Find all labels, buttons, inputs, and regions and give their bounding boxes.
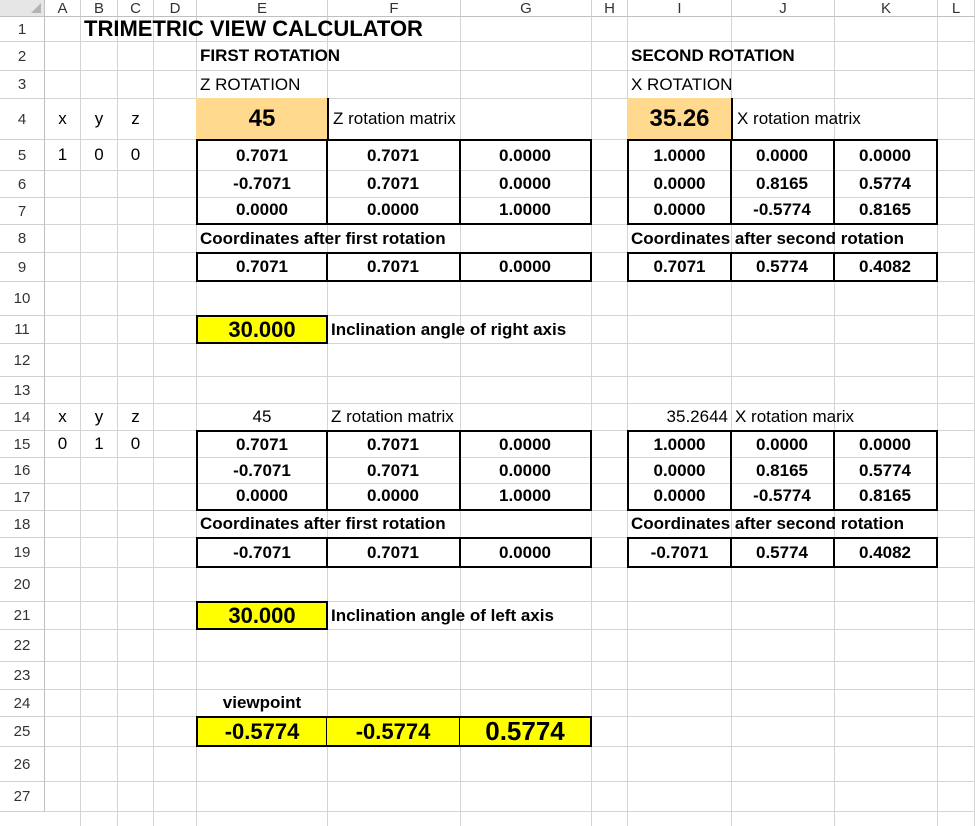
- y-header[interactable]: y: [94, 407, 104, 426]
- x-value[interactable]: 1: [57, 145, 68, 164]
- inclination-left-value[interactable]: 30.000: [196, 601, 328, 630]
- x-matrix-cell[interactable]: 0.8165: [731, 457, 835, 484]
- row-header-11[interactable]: 11: [0, 316, 45, 344]
- x-header[interactable]: x: [58, 109, 67, 128]
- coords-first-label[interactable]: Coordinates after first rotation: [200, 514, 446, 533]
- row-header-24[interactable]: 24: [0, 690, 45, 717]
- row-header-20[interactable]: 20: [0, 568, 45, 602]
- coords-second-label[interactable]: Coordinates after second rotation: [631, 228, 904, 248]
- column-header-D[interactable]: D: [154, 0, 197, 17]
- row-header-10[interactable]: 10: [0, 282, 45, 316]
- x-matrix-cell[interactable]: 0.8165: [834, 483, 938, 511]
- x-matrix-cell[interactable]: 0.0000: [627, 483, 732, 511]
- x-matrix-cell[interactable]: 0.0000: [627, 170, 732, 198]
- column-header-K[interactable]: K: [835, 0, 938, 17]
- z-matrix-cell[interactable]: 0.7071: [327, 457, 461, 484]
- column-header-L[interactable]: L: [938, 0, 975, 17]
- row-header-1[interactable]: 1: [0, 17, 45, 42]
- z-angle-value[interactable]: 45: [252, 407, 272, 426]
- x-matrix-cell[interactable]: 0.5774: [834, 457, 938, 484]
- x-matrix-label[interactable]: X rotation marix: [735, 407, 855, 426]
- column-header-H[interactable]: H: [592, 0, 628, 17]
- row-header-2[interactable]: 2: [0, 42, 45, 71]
- z-value[interactable]: 0: [130, 434, 141, 453]
- coord-first-cell[interactable]: 0.0000: [460, 252, 592, 282]
- row-header-5[interactable]: 5: [0, 140, 45, 171]
- row-header-3[interactable]: 3: [0, 71, 45, 99]
- x-rotation-label[interactable]: X ROTATION: [631, 74, 733, 94]
- z-header[interactable]: z: [131, 407, 140, 426]
- z-matrix-cell[interactable]: -0.7071: [196, 457, 328, 484]
- z-rotation-label[interactable]: Z ROTATION: [200, 74, 301, 94]
- coord-first-cell[interactable]: 0.7071: [196, 252, 328, 282]
- column-header-F[interactable]: F: [328, 0, 461, 17]
- x-matrix-cell[interactable]: 1.0000: [627, 430, 732, 458]
- x-matrix-cell[interactable]: -0.5774: [731, 483, 835, 511]
- coord-second-cell[interactable]: 0.4082: [834, 537, 938, 568]
- grid-row-line: [45, 661, 975, 662]
- z-matrix-cell[interactable]: 0.0000: [460, 430, 592, 458]
- viewpoint-y[interactable]: -0.5774: [327, 716, 461, 747]
- grid-row-line: [45, 811, 975, 812]
- x-matrix-cell[interactable]: 0.5774: [834, 170, 938, 198]
- grid-row-line: [45, 376, 975, 377]
- coord-second-cell[interactable]: 0.5774: [731, 537, 835, 568]
- row-header-17[interactable]: 17: [0, 484, 45, 511]
- z-matrix-cell[interactable]: 0.7071: [196, 430, 328, 458]
- row-header-12[interactable]: 12: [0, 344, 45, 377]
- viewpoint-label[interactable]: viewpoint: [222, 693, 302, 712]
- z-matrix-cell[interactable]: 0.0000: [327, 197, 461, 225]
- grid-row-line: [45, 689, 975, 690]
- column-header-A[interactable]: A: [45, 0, 81, 17]
- row-header-23[interactable]: 23: [0, 662, 45, 690]
- coord-first-cell[interactable]: 0.0000: [460, 537, 592, 568]
- coord-first-cell[interactable]: -0.7071: [196, 537, 328, 568]
- coord-second-cell[interactable]: 0.5774: [731, 252, 835, 282]
- x-matrix-cell[interactable]: 0.8165: [731, 170, 835, 198]
- coord-first-cell[interactable]: 0.7071: [327, 537, 461, 568]
- z-matrix-label[interactable]: Z rotation matrix: [331, 407, 454, 426]
- z-header[interactable]: z: [131, 109, 140, 128]
- inclination-right-value[interactable]: 30.000: [196, 315, 328, 344]
- column-header-E[interactable]: E: [197, 0, 328, 17]
- row-header-14[interactable]: 14: [0, 404, 45, 431]
- z-matrix-cell[interactable]: 0.0000: [460, 457, 592, 484]
- x-matrix-cell[interactable]: 1.0000: [627, 139, 732, 171]
- z-matrix-cell[interactable]: 0.7071: [327, 139, 461, 171]
- row-header-21[interactable]: 21: [0, 602, 45, 630]
- z-matrix-cell[interactable]: 0.0000: [196, 197, 328, 225]
- select-all-icon: [31, 3, 41, 13]
- row-header-4[interactable]: 4: [0, 99, 45, 140]
- row-header-25[interactable]: 25: [0, 717, 45, 747]
- row-header-13[interactable]: 13: [0, 377, 45, 404]
- column-header-I[interactable]: I: [628, 0, 732, 17]
- viewpoint-z[interactable]: 0.5774: [460, 716, 592, 747]
- z-matrix-cell[interactable]: 0.0000: [196, 483, 328, 511]
- coord-second-cell[interactable]: 0.4082: [834, 252, 938, 282]
- row-header-18[interactable]: 18: [0, 511, 45, 538]
- grid-row-line: [45, 70, 975, 71]
- column-header-C[interactable]: C: [118, 0, 154, 17]
- coord-first-cell[interactable]: 0.7071: [327, 252, 461, 282]
- x-matrix-cell[interactable]: 0.8165: [834, 197, 938, 225]
- row-header-9[interactable]: 9: [0, 253, 45, 282]
- x-matrix-cell[interactable]: 0.0000: [627, 457, 732, 484]
- column-header-B[interactable]: B: [81, 0, 118, 17]
- row-header-6[interactable]: 6: [0, 171, 45, 198]
- row-header-19[interactable]: 19: [0, 538, 45, 568]
- row-header-26[interactable]: 26: [0, 747, 45, 782]
- coord-second-cell[interactable]: -0.7071: [627, 537, 732, 568]
- z-angle-input[interactable]: 45: [196, 98, 328, 140]
- y-value[interactable]: 0: [94, 145, 104, 164]
- x-matrix-cell[interactable]: 0.0000: [627, 197, 732, 225]
- row-header-27[interactable]: 27: [0, 782, 45, 812]
- viewpoint-x[interactable]: -0.5774: [196, 716, 328, 747]
- x-matrix-cell[interactable]: 0.0000: [834, 139, 938, 171]
- second-rotation-label[interactable]: SECOND ROTATION: [631, 46, 795, 65]
- inclination-right-label[interactable]: Inclination angle of right axis: [331, 319, 567, 339]
- z-matrix-label[interactable]: Z rotation matrix: [327, 98, 461, 140]
- coords-first-label[interactable]: Coordinates after first rotation: [200, 228, 446, 248]
- row-header-22[interactable]: 22: [0, 630, 45, 662]
- coord-second-cell[interactable]: 0.7071: [627, 252, 732, 282]
- x-matrix-label[interactable]: X rotation matrix: [731, 98, 835, 140]
- x-angle-input[interactable]: 35.26: [627, 98, 732, 140]
- sheet-title[interactable]: TRIMETRIC VIEW CALCULATOR: [84, 16, 423, 41]
- z-value[interactable]: 0: [130, 145, 141, 164]
- x-matrix-cell[interactable]: 0.0000: [731, 139, 835, 171]
- x-matrix-cell[interactable]: 0.0000: [834, 430, 938, 458]
- z-matrix-cell[interactable]: 0.7071: [196, 139, 328, 171]
- x-matrix-cell[interactable]: -0.5774: [731, 197, 835, 225]
- coords-second-label[interactable]: Coordinates after second rotation: [631, 514, 904, 533]
- z-matrix-cell[interactable]: 0.0000: [327, 483, 461, 511]
- z-matrix-cell[interactable]: 0.7071: [327, 170, 461, 198]
- row-header-8[interactable]: 8: [0, 225, 45, 253]
- row-header-15[interactable]: 15: [0, 431, 45, 458]
- x-angle-value[interactable]: 35.2644: [666, 407, 728, 426]
- z-matrix-cell[interactable]: 1.0000: [460, 483, 592, 511]
- row-header-16[interactable]: 16: [0, 458, 45, 484]
- x-header[interactable]: x: [58, 407, 67, 426]
- x-value[interactable]: 0: [57, 434, 68, 453]
- first-rotation-label[interactable]: FIRST ROTATION: [200, 46, 341, 65]
- inclination-left-label[interactable]: Inclination angle of left axis: [331, 605, 554, 625]
- select-all-corner[interactable]: [0, 0, 45, 17]
- y-value[interactable]: 1: [94, 434, 104, 453]
- z-matrix-cell[interactable]: 0.0000: [460, 139, 592, 171]
- z-matrix-cell[interactable]: 0.7071: [327, 430, 461, 458]
- grid-row-line: [45, 98, 975, 99]
- column-header-J[interactable]: J: [732, 0, 835, 17]
- x-matrix-cell[interactable]: 0.0000: [731, 430, 835, 458]
- column-header-G[interactable]: G: [461, 0, 592, 17]
- y-header[interactable]: y: [94, 109, 104, 128]
- grid-row-line: [45, 781, 975, 782]
- z-matrix-cell[interactable]: -0.7071: [196, 170, 328, 198]
- z-matrix-cell[interactable]: 1.0000: [460, 197, 592, 225]
- row-header-7[interactable]: 7: [0, 198, 45, 225]
- z-matrix-cell[interactable]: 0.0000: [460, 170, 592, 198]
